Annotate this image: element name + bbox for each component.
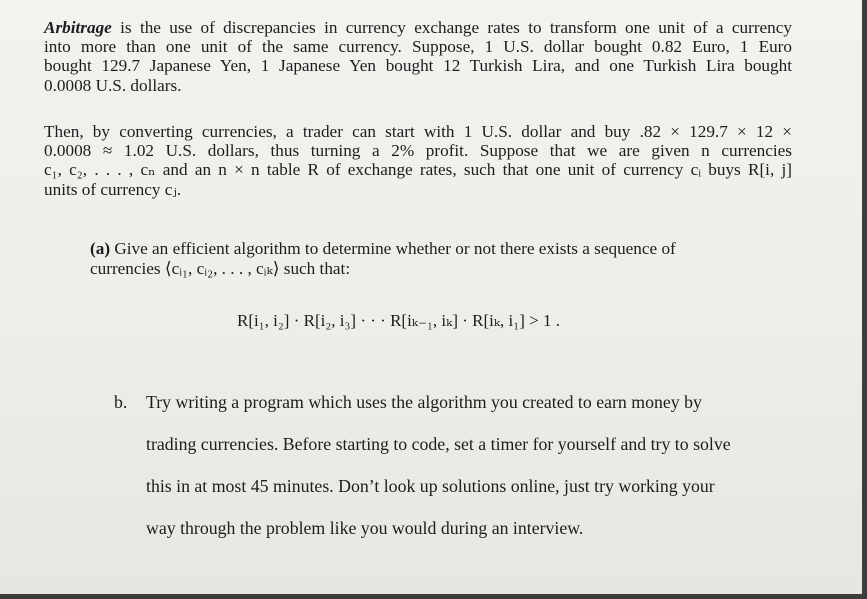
line-text: is the use of discrepancies in currency exchange rates to transform one unit of a currency xyxy=(111,18,792,37)
part-b-line: this in at most 45 minutes. Don’t look up solutions online, just try working your xyxy=(146,476,715,496)
term-arbitrage: Arbitrage xyxy=(44,18,112,37)
part-b-line: way through the problem like you would during an interview. xyxy=(146,518,584,538)
line-text: currencies ⟨cᵢ₁, cᵢ₂, . . . , cᵢₖ⟩ such that: xyxy=(90,258,351,278)
paragraph-line: 0.0008 U.S. dollars. xyxy=(44,75,182,95)
part-b-line: trading currencies. Before starting to code, set a timer for yourself and try to solve xyxy=(146,434,731,454)
paragraph-line xyxy=(44,18,792,37)
part-a-label: (a) xyxy=(90,239,111,258)
part-a-line xyxy=(90,259,740,279)
paragraph-arbitrage-definition xyxy=(44,18,792,95)
paragraph-line: Then, by converting currencies, a trader can start with 1 U.S. dollar and buy .82 × 129.7 × 12 × xyxy=(44,122,792,141)
part-a-line xyxy=(90,239,740,259)
part-b-line: Try writing a program which uses the algorithm you created to earn money by xyxy=(146,392,702,412)
question-part-a xyxy=(90,239,740,278)
paragraph-line: c₁, c₂, . . . , cₙ and an n × n table R of exchange rates, such that one unit of currency cᵢ buys R[i, j] xyxy=(44,160,792,180)
paragraph-line: 0.0008 ≈ 1.02 U.S. dollars, thus turning a 2% profit. Suppose that we are given n currencies xyxy=(44,141,792,161)
part-b-body xyxy=(146,381,806,549)
paragraph-line: into more than one unit of the same currency. Suppose, 1 U.S. dollar bought 0.82 Euro, 1 Euro xyxy=(44,37,792,57)
paragraph-line: bought 129.7 Japanese Yen, 1 Japanese Yen bought 12 Turkish Lira, and one Turkish Lira bought xyxy=(44,56,792,76)
line-text: Give an efficient algorithm to determine whether or not there exists a sequence of xyxy=(114,239,676,258)
paragraph-exchange-table xyxy=(44,122,792,199)
cycle-product-equation: R[i₁, i₂] · R[i₂, i₃] · · · R[iₖ₋₁, iₖ] · R[iₖ, i₁] > 1 . xyxy=(237,311,560,330)
paragraph-line: units of currency cⱼ. xyxy=(44,179,182,199)
part-b-label: b. xyxy=(114,392,128,412)
